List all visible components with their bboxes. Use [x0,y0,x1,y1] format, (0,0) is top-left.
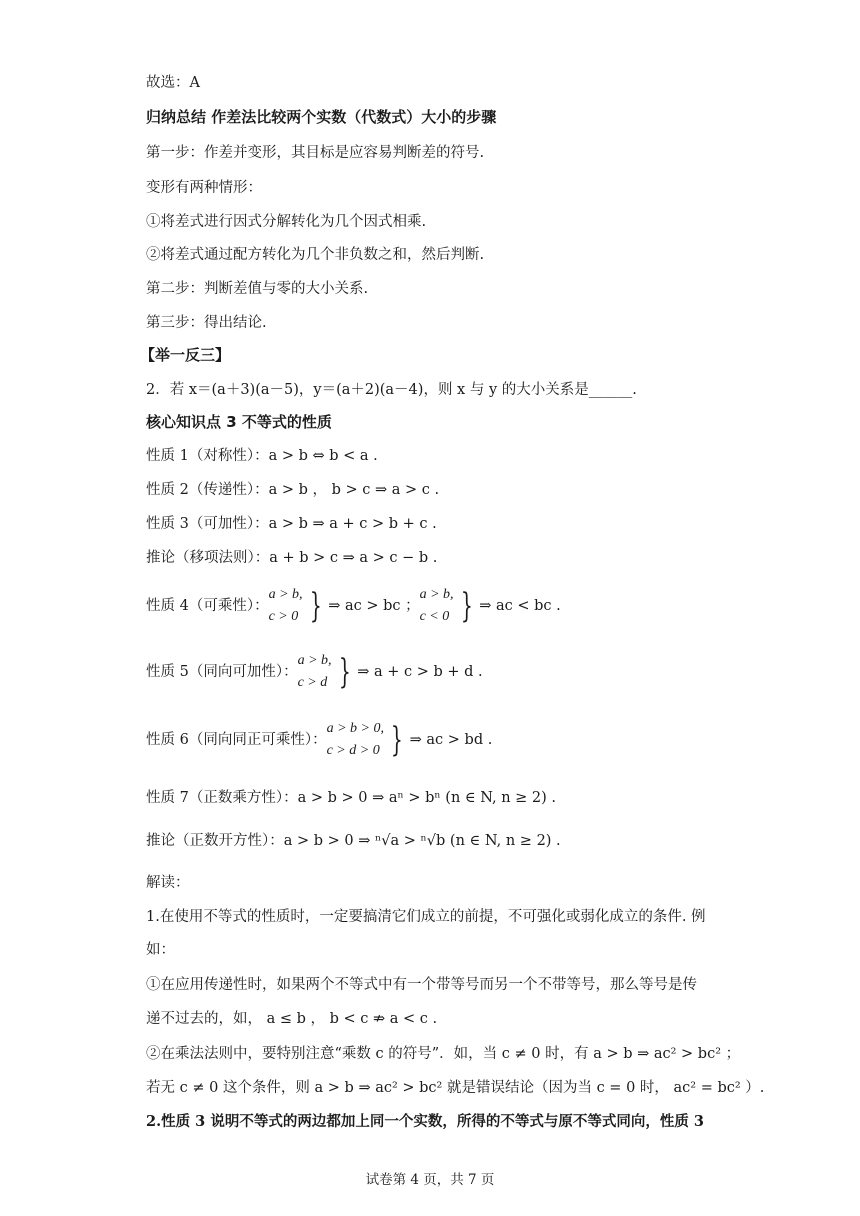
interpretation-1c: ①在应用传递性时，如果两个不等式中有一个带等号而另一个不带等号，那么等号是传 [146,977,697,993]
property-1: 性质 1（对称性）：a > b ⇔ b < a . [146,448,378,464]
property-6 [146,718,492,762]
page-footer: 试卷第 4 页，共 7 页 [365,1172,495,1188]
corollary-1: 推论（移项法则）：a + b > c ⇒ a > c − b . [146,550,438,566]
example-header: 【举一反三】 [140,346,231,364]
property-5-system [298,650,358,694]
p6-cond-1: a > b > 0, [326,721,384,736]
step3-text: 第三步：得出结论. [146,315,267,331]
p6-cond-2: c > d > 0 [326,743,380,758]
property-5-label: 性质 5（同向可加性）： [146,664,298,680]
p4-cond-2: c > 0 [268,609,299,624]
property-5 [146,650,483,694]
right-brace-icon: } [460,586,473,626]
property-6-label: 性质 6（同向同正可乘性）： [146,732,327,748]
property-6-system [327,718,410,762]
property-7: 性质 7（正数乘方性）：a > b > 0 ⇒ aⁿ > bⁿ (n ∈ N, n ≥ 2) . [146,790,557,806]
answer-line: 故选：A [146,75,200,91]
interpretation-1e: ②在乘法法则中，要特别注意“乘数 c 的符号”．如，当 c ≠ 0 时，有 a > b ⇒ ac² > bc² ； [146,1046,741,1062]
interpretation-1b: 如： [146,942,175,958]
step2-text: 第二步：判断差值与零的大小关系. [146,281,369,297]
right-brace-icon: } [390,720,403,760]
interpretation-2: 2.性质 3 说明不等式的两边都加上同一个实数，所得的不等式与原不等式同向，性质 3 [146,1113,704,1130]
property-4 [146,584,561,628]
p5-cond-2: c > d [297,675,328,690]
interpretation-1d: 递不过去的，如， a ≤ b ， b < c ⇏ a < c . [146,1011,438,1027]
deform-case-2: ②将差式通过配方转化为几个非负数之和，然后判断. [146,247,485,263]
deform-case-1: ①将差式进行因式分解转化为几个因式相乘. [146,214,427,230]
p4-result-2: ⇒ ac < bc . [479,598,561,614]
core-title: 核心知识点 3 不等式的性质 [146,413,332,431]
property-4-label: 性质 4（可乘性）： [146,598,269,614]
p4-cond-3: a > b, [419,587,454,602]
p5-cond-1: a > b, [297,653,332,668]
property-4-system-2 [420,584,480,628]
interpretation-1a: 1.在使用不等式的性质时，一定要搞清它们成立的前提，不可强化或弱化成立的条件. 例 [146,909,706,925]
p4-result-1: ⇒ ac > bc ； [328,598,420,614]
right-brace-icon: } [338,652,351,692]
property-4-system-1 [269,584,329,628]
p4-cond-4: c < 0 [419,609,450,624]
corollary-2: 推论（正数开方性）：a > b > 0 ⇒ ⁿ√a > ⁿ√b (n ∈ N, n ≥ 2) . [146,833,561,849]
p6-result: ⇒ ac > bd . [409,732,493,748]
p5-result: ⇒ a + c > b + d . [357,664,483,680]
p4-cond-1: a > b, [268,587,303,602]
summary-title: 归纳总结 作差法比较两个实数（代数式）大小的步骤 [146,108,497,126]
right-brace-icon: } [309,586,322,626]
property-2: 性质 2（传递性）：a > b ， b > c ⇒ a > c . [146,482,440,498]
question-2: 2．若 x＝(a＋3)(a－5)，y＝(a＋2)(a－4)，则 x 与 y 的大小关系是______. [146,382,637,398]
interpretation-label: 解读： [146,875,190,891]
step1-text: 第一步：作差并变形，其目标是应容易判断差的符号. [146,145,485,161]
property-3: 性质 3（可加性）：a > b ⇒ a + c > b + c . [146,516,437,532]
interpretation-1f: 若无 c ≠ 0 这个条件，则 a > b ⇒ ac² > bc² 就是错误结论（因为当 c = 0 时， ac² = bc² ）. [146,1080,765,1096]
deform-intro: 变形有两种情形： [146,180,262,196]
